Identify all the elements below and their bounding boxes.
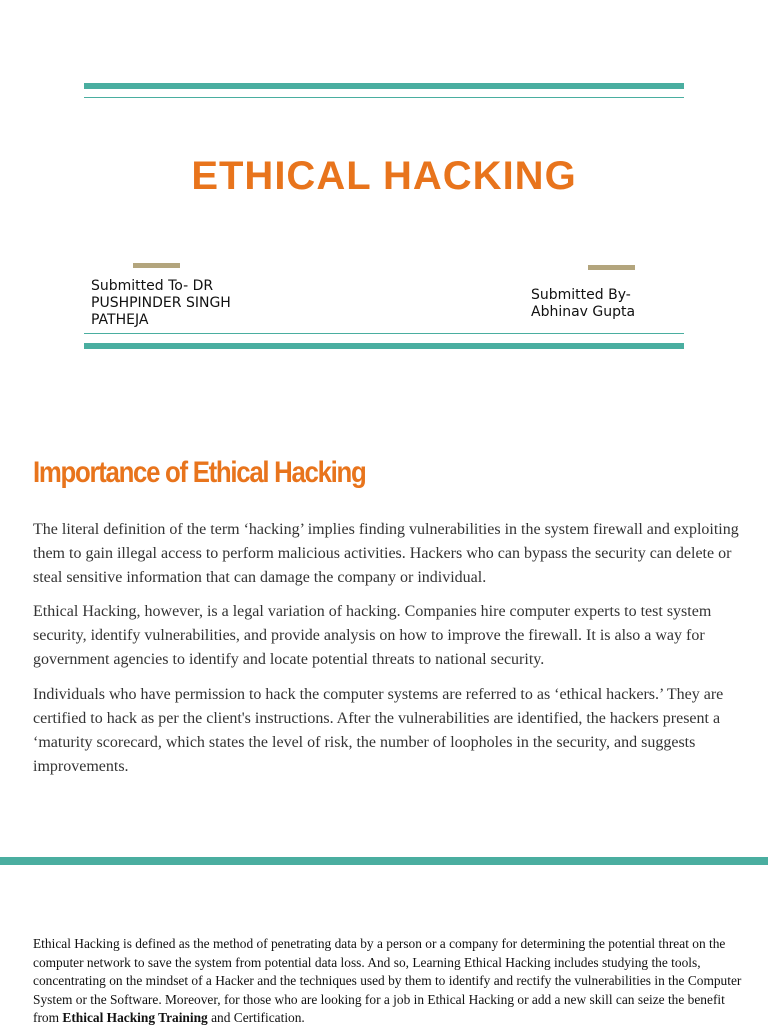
left-accent-bar xyxy=(133,263,180,268)
paragraph-definition: The literal definition of the term ‘hacking’ implies finding vulnerabilities in the system firewall and exploiting them to gain illegal access to perform malicious activities. Hackers who can bypass the security can delete or steal sensitive information that can damage the company or individual. xyxy=(33,521,739,586)
page-separator-bar xyxy=(0,857,768,865)
page2-text-after: and Certification. xyxy=(207,1010,305,1025)
top-divider-thick xyxy=(84,83,684,89)
submitted-by: Submitted By- Abhinav Gupta xyxy=(531,287,636,320)
top-divider-thin xyxy=(84,97,684,98)
bottom-divider-thick xyxy=(84,343,684,349)
page2-paragraph xyxy=(33,935,745,1028)
paragraph-ethical-hackers: Individuals who have permission to hack the computer systems are referred to as ‘ethical hackers.’ They are certified to hack as per the client's instructions. After the vulnerabilities are identified, the hackers present a ‘maturity scorecard, which states the level of risk, the number of loopholes in the security, and suggests improvements. xyxy=(33,686,724,775)
right-accent-bar xyxy=(588,265,635,270)
page2-text-before: Ethical Hacking is defined as the method of penetrating data by a person or a company for determining the potential threat on the computer network to save the system from potential data loss. And so, Learning Ethical Hacking includes studying the tools, concentrating on the mindset of a Hacker and the techniques used by them to identify and rectify the vulnerabilities in the Computer System or the Software. Moreover, for those who are looking for a job in Ethical Hacking or add a new skill can seize the benefit from xyxy=(33,936,742,1025)
submitted-to: Submitted To- DR PUSHPINDER SINGH PATHEJA xyxy=(91,278,231,328)
document-title: ETHICAL HACKING xyxy=(191,154,577,198)
section-heading: Importance of Ethical Hacking xyxy=(33,456,366,489)
page2-bold-training: Ethical Hacking Training xyxy=(62,1010,208,1025)
paragraph-legal-variation: Ethical Hacking, however, is a legal variation of hacking. Companies hire computer experts to test system security, identify vulnerabilities, and provide analysis on how to improve the firewall. It is also a way for government agencies to identify and locate potential threats to national security. xyxy=(33,603,712,668)
bottom-divider-thin xyxy=(84,333,684,334)
